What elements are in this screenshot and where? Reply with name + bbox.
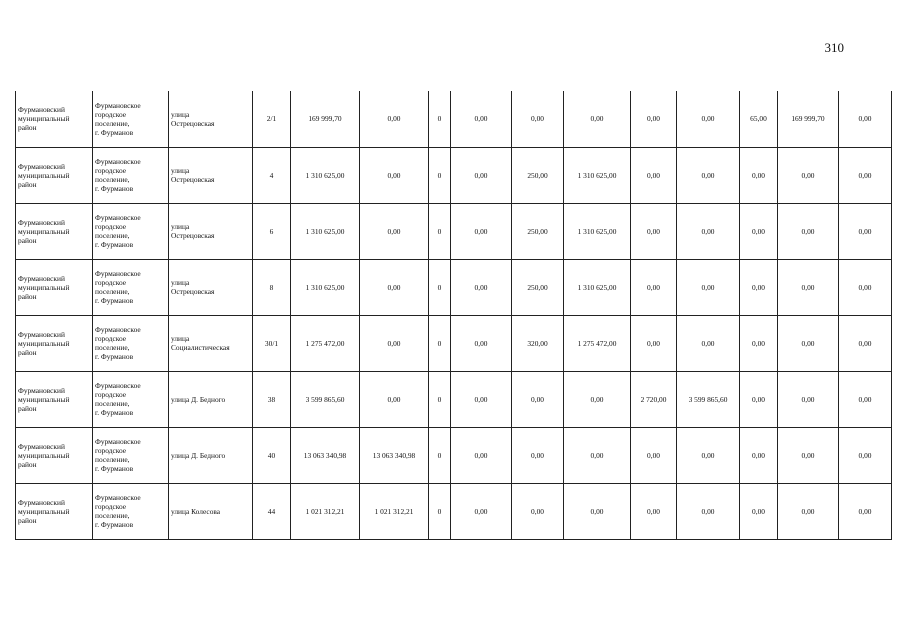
table-cell-c3	[429, 259, 451, 315]
table-cell-c5	[512, 203, 564, 259]
cell-text: 1 021 312,21	[374, 506, 414, 516]
table-cell-house	[253, 371, 291, 427]
cell-text: 0,00	[801, 170, 815, 180]
cell-text: 0,00	[801, 450, 815, 460]
table-cell-district	[16, 91, 93, 147]
cell-text: 0,00	[752, 282, 765, 292]
table-cell-c1	[291, 371, 360, 427]
cell-text: 169 999,70	[791, 114, 825, 124]
table-cell-settlement	[93, 203, 169, 259]
table-cell-c7	[631, 91, 677, 147]
cell-text: 0,00	[647, 506, 660, 516]
cell-text: 0,00	[752, 394, 765, 404]
cell-text: 3 599 865,60	[688, 394, 728, 404]
table-cell-house	[253, 315, 291, 371]
cell-text: 1 275 472,00	[305, 338, 345, 348]
page-number: 310	[824, 40, 844, 55]
cell-text: 0,00	[647, 450, 660, 460]
table-cell-c6	[564, 371, 631, 427]
cell-text: 13 063 340,98	[303, 450, 347, 460]
table-cell-c6	[564, 427, 631, 483]
cell-text: 0,00	[387, 226, 401, 236]
table-cell-c11	[839, 203, 892, 259]
table-cell-street	[169, 315, 253, 371]
table-cell-c5	[512, 147, 564, 203]
cell-text: 0,00	[858, 282, 872, 292]
table-cell-settlement	[93, 427, 169, 483]
cell-text: 44	[267, 506, 276, 516]
table-cell-c1	[291, 427, 360, 483]
table-cell-settlement	[93, 147, 169, 203]
table-cell-house	[253, 203, 291, 259]
cell-text: 1 275 472,00	[577, 338, 617, 348]
cell-text: Фурмановский муниципальный район	[18, 385, 70, 413]
table-cell-street	[169, 203, 253, 259]
table-row	[16, 427, 892, 483]
table-cell-c1	[291, 203, 360, 259]
table-cell-c7	[631, 427, 677, 483]
cell-text: 0,00	[590, 506, 604, 516]
table-cell-c2	[360, 483, 429, 539]
table-cell-settlement	[93, 483, 169, 539]
cell-text: 0,00	[801, 506, 815, 516]
cell-text: 0,00	[858, 394, 872, 404]
table-cell-c10	[778, 203, 839, 259]
table-cell-c1	[291, 315, 360, 371]
cell-text: 0,00	[474, 114, 488, 124]
cell-text: 8	[269, 282, 274, 292]
table-cell-c8	[677, 91, 740, 147]
table-cell-c4	[451, 259, 512, 315]
table-cell-c6	[564, 91, 631, 147]
cell-text: улица Социалистическая	[171, 334, 230, 352]
cell-text: Фурмановское городское поселение, г. Фурманов	[95, 157, 141, 193]
table-cell-c3	[429, 315, 451, 371]
table-cell-c11	[839, 371, 892, 427]
table-cell-house	[253, 427, 291, 483]
cell-text: 0,00	[752, 226, 765, 236]
cell-text: 250,00	[527, 226, 548, 236]
table-cell-c7	[631, 147, 677, 203]
cell-text: 30/1	[264, 338, 279, 348]
cell-text: 0,00	[531, 114, 544, 124]
table-cell-street	[169, 147, 253, 203]
cell-text: Фурмановский муниципальный район	[18, 273, 70, 301]
cell-text: 1 310 625,00	[305, 170, 345, 180]
cell-text: 3 599 865,60	[305, 394, 345, 404]
table-cell-c7	[631, 483, 677, 539]
table-cell-c6	[564, 147, 631, 203]
table-cell-settlement	[93, 371, 169, 427]
table-cell-c1	[291, 147, 360, 203]
table-cell-c8	[677, 427, 740, 483]
table-cell-c5	[512, 91, 564, 147]
cell-text: Фурмановский муниципальный район	[18, 441, 70, 469]
table-cell-c8	[677, 371, 740, 427]
cell-text: 0,00	[474, 506, 488, 516]
cell-text: улица Острецовская	[171, 278, 215, 296]
cell-text: Фурмановский муниципальный район	[18, 217, 70, 245]
cell-text: 0,00	[387, 338, 401, 348]
table-cell-c2	[360, 371, 429, 427]
table-cell-district	[16, 315, 93, 371]
table-cell-c11	[839, 483, 892, 539]
cell-text: 0,00	[474, 450, 488, 460]
table-cell-street	[169, 91, 253, 147]
cell-text: 0,00	[590, 394, 604, 404]
table-cell-c4	[451, 483, 512, 539]
cell-text: 65,00	[750, 114, 767, 124]
data-table	[15, 91, 892, 540]
cell-text: 0,00	[647, 282, 660, 292]
cell-text: 0	[437, 114, 442, 124]
table-cell-c9	[740, 483, 778, 539]
table-cell-district	[16, 147, 93, 203]
table-cell-c3	[429, 203, 451, 259]
table-cell-c7	[631, 315, 677, 371]
table-cell-c7	[631, 259, 677, 315]
cell-text: Фурмановское городское поселение, г. Фурманов	[95, 325, 141, 361]
cell-text: 1 310 625,00	[577, 226, 617, 236]
table-cell-district	[16, 371, 93, 427]
table-cell-c4	[451, 371, 512, 427]
table-cell-house	[253, 91, 291, 147]
cell-text: 0,00	[858, 114, 872, 124]
cell-text: 0,00	[531, 506, 544, 516]
cell-text: Фурмановское городское поселение, г. Фурманов	[95, 213, 141, 249]
table-cell-c4	[451, 91, 512, 147]
table-cell-c5	[512, 371, 564, 427]
cell-text: 0	[437, 282, 442, 292]
cell-text: 1 310 625,00	[577, 282, 617, 292]
table-cell-c9	[740, 259, 778, 315]
table-cell-c10	[778, 371, 839, 427]
table-row	[16, 259, 892, 315]
table-cell-c3	[429, 483, 451, 539]
cell-text: 0	[437, 226, 442, 236]
table-cell-c5	[512, 259, 564, 315]
cell-text: 0	[437, 450, 442, 460]
table-row	[16, 91, 892, 147]
cell-text: 0,00	[858, 506, 872, 516]
cell-text: Фурмановский муниципальный район	[18, 497, 70, 525]
cell-text: 0,00	[752, 506, 765, 516]
table-cell-district	[16, 203, 93, 259]
cell-text: 0,00	[752, 338, 765, 348]
cell-text: 0,00	[590, 450, 604, 460]
cell-text: 0,00	[752, 450, 765, 460]
table-cell-settlement	[93, 91, 169, 147]
cell-text: 0,00	[701, 114, 715, 124]
table-cell-c5	[512, 427, 564, 483]
cell-text: 40	[267, 450, 276, 460]
cell-text: 0,00	[387, 114, 401, 124]
table-cell-street	[169, 259, 253, 315]
table-row	[16, 483, 892, 539]
cell-text: 2/1	[266, 114, 277, 124]
cell-text: 1 310 625,00	[577, 170, 617, 180]
table-row	[16, 315, 892, 371]
table-cell-c10	[778, 147, 839, 203]
table-cell-c6	[564, 315, 631, 371]
table-cell-c3	[429, 371, 451, 427]
cell-text: 0,00	[801, 394, 815, 404]
table-cell-c11	[839, 315, 892, 371]
table-cell-c4	[451, 147, 512, 203]
cell-text: 6	[269, 226, 274, 236]
table-cell-c3	[429, 427, 451, 483]
table-cell-settlement	[93, 315, 169, 371]
cell-text: Фурмановский муниципальный район	[18, 329, 70, 357]
cell-text: 0,00	[858, 226, 872, 236]
table-row	[16, 147, 892, 203]
table-cell-district	[16, 427, 93, 483]
table-cell-c8	[677, 203, 740, 259]
cell-text: Фурмановское городское поселение, г. Фурманов	[95, 437, 141, 473]
cell-text: 0,00	[647, 170, 660, 180]
table-cell-c4	[451, 315, 512, 371]
cell-text: 0,00	[590, 114, 604, 124]
table-cell-c7	[631, 371, 677, 427]
table-cell-c10	[778, 91, 839, 147]
cell-text: улица Острецовская	[171, 166, 215, 184]
cell-text: 0,00	[701, 170, 715, 180]
cell-text: 1 310 625,00	[305, 226, 345, 236]
table-cell-c9	[740, 371, 778, 427]
cell-text: 0,00	[531, 450, 544, 460]
table-cell-c7	[631, 203, 677, 259]
cell-text: 38	[267, 394, 276, 404]
table-cell-c10	[778, 315, 839, 371]
cell-text: 0,00	[701, 450, 715, 460]
table-cell-house	[253, 147, 291, 203]
table-cell-house	[253, 483, 291, 539]
cell-text: 13 063 340,98	[372, 450, 416, 460]
cell-text: 0,00	[701, 506, 715, 516]
table-cell-street	[169, 483, 253, 539]
cell-text: 0,00	[474, 170, 488, 180]
cell-text: 1 021 312,21	[305, 506, 345, 516]
table-cell-c1	[291, 91, 360, 147]
cell-text: 0,00	[858, 450, 872, 460]
cell-text: 0,00	[858, 338, 872, 348]
table-cell-c4	[451, 427, 512, 483]
cell-text: 0,00	[701, 226, 715, 236]
cell-text: 0,00	[701, 338, 715, 348]
table-cell-c1	[291, 483, 360, 539]
cell-text: 0,00	[647, 338, 660, 348]
table-cell-district	[16, 259, 93, 315]
table-cell-c2	[360, 91, 429, 147]
table-cell-street	[169, 427, 253, 483]
table-cell-district	[16, 483, 93, 539]
cell-text: улица Колесова	[171, 506, 221, 516]
table-cell-c11	[839, 259, 892, 315]
cell-text: 0,00	[474, 338, 488, 348]
cell-text: 250,00	[527, 282, 548, 292]
table-row	[16, 371, 892, 427]
cell-text: 250,00	[527, 170, 548, 180]
table-cell-c9	[740, 91, 778, 147]
table-cell-c6	[564, 259, 631, 315]
table-cell-c10	[778, 483, 839, 539]
table-cell-c2	[360, 147, 429, 203]
cell-text: 0	[437, 394, 442, 404]
table-cell-c2	[360, 315, 429, 371]
cell-text: улица Д. Бедного	[171, 450, 226, 460]
table-cell-c10	[778, 259, 839, 315]
cell-text: Фурмановский муниципальный район	[18, 161, 70, 189]
table-cell-c9	[740, 147, 778, 203]
table-cell-c9	[740, 315, 778, 371]
cell-text: 0,00	[474, 226, 488, 236]
cell-text: 0,00	[752, 170, 765, 180]
table-cell-c4	[451, 203, 512, 259]
table-cell-house	[253, 259, 291, 315]
table-cell-c5	[512, 315, 564, 371]
cell-text: 0,00	[387, 394, 401, 404]
cell-text: 0,00	[701, 282, 715, 292]
table-cell-settlement	[93, 259, 169, 315]
cell-text: 0	[437, 506, 442, 516]
table-cell-c8	[677, 259, 740, 315]
cell-text: 0,00	[531, 394, 544, 404]
cell-text: Фурмановское городское поселение, г. Фурманов	[95, 100, 141, 137]
cell-text: улица Острецовская	[171, 109, 215, 128]
table-cell-c2	[360, 203, 429, 259]
cell-text: 0	[437, 170, 442, 180]
cell-text: 0	[437, 338, 442, 348]
cell-text: 1 310 625,00	[305, 282, 345, 292]
table-cell-c8	[677, 315, 740, 371]
table-cell-c5	[512, 483, 564, 539]
table-cell-c11	[839, 147, 892, 203]
table-cell-c11	[839, 91, 892, 147]
cell-text: 0,00	[858, 170, 872, 180]
table-cell-c3	[429, 91, 451, 147]
table-cell-c3	[429, 147, 451, 203]
cell-text: 0,00	[474, 394, 488, 404]
cell-text: 0,00	[801, 226, 815, 236]
table-row	[16, 203, 892, 259]
cell-text: улица Острецовская	[171, 222, 215, 240]
cell-text: 0,00	[387, 170, 401, 180]
cell-text: 320,00	[527, 338, 548, 348]
cell-text: Фурмановский муниципальный район	[18, 105, 70, 133]
table-cell-c2	[360, 427, 429, 483]
table-cell-c10	[778, 427, 839, 483]
table-cell-c8	[677, 483, 740, 539]
cell-text: 2 720,00	[640, 394, 667, 404]
cell-text: Фурмановское городское поселение, г. Фурманов	[95, 269, 141, 305]
cell-text: улица Д. Бедного	[171, 394, 226, 404]
table-cell-c1	[291, 259, 360, 315]
table-cell-c9	[740, 203, 778, 259]
cell-text: 0,00	[647, 226, 660, 236]
table-cell-c9	[740, 427, 778, 483]
cell-text: Фурмановское городское поселение, г. Фурманов	[95, 493, 141, 529]
table-cell-c6	[564, 203, 631, 259]
cell-text: 169 999,70	[308, 114, 342, 124]
table-cell-c8	[677, 147, 740, 203]
cell-text: 0,00	[647, 114, 660, 124]
cell-text: 4	[269, 170, 274, 180]
table-cell-c11	[839, 427, 892, 483]
cell-text: 0,00	[474, 282, 488, 292]
table-cell-c6	[564, 483, 631, 539]
table-cell-street	[169, 371, 253, 427]
cell-text: 0,00	[801, 282, 815, 292]
table-cell-c2	[360, 259, 429, 315]
cell-text: Фурмановское городское поселение, г. Фурманов	[95, 381, 141, 417]
cell-text: 0,00	[801, 338, 815, 348]
cell-text: 0,00	[387, 282, 401, 292]
